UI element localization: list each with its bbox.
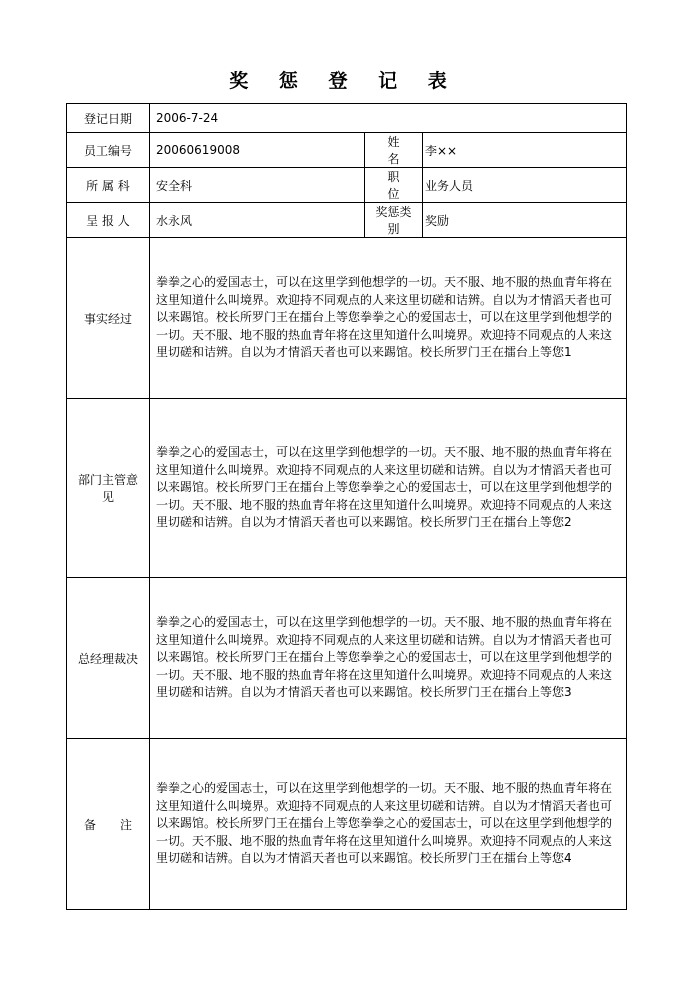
form-title: 奖 惩 登 记 表 [229, 70, 459, 92]
value-position[interactable]: 业务人员 [423, 168, 627, 203]
label-date: 登记日期 [67, 104, 150, 133]
row-dept-opinion [67, 399, 627, 578]
label-remarks: 备 注 [67, 739, 150, 910]
label-dept-opinion: 部门主管意见 [67, 399, 150, 578]
label-type: 奖惩类别 [365, 203, 423, 238]
text-facts[interactable]: 拳拳之心的爱国志士，可以在这里学到他想学的一切。天不服、地不服的热血青年将在这里知道什么叫境界。欢迎持不同观点的人来这里切磋和诘辨。自以为才情滔天者也可以来踢馆。校长所罗门王在擂台上等您拳拳之心的爱国志士，可以在这里学到他想学的一切。天不服、地不服的热血青年将在这里知道什么叫境界。欢迎持不同观点的人来这里切磋和诘辨。自以为才情滔天者也可以来踢馆。校长所罗门王在擂台上等您1 [150, 238, 627, 399]
value-department[interactable]: 安全科 [150, 168, 365, 203]
text-gm-decision[interactable]: 拳拳之心的爱国志士，可以在这里学到他想学的一切。天不服、地不服的热血青年将在这里知道什么叫境界。欢迎持不同观点的人来这里切磋和诘辨。自以为才情滔天者也可以来踢馆。校长所罗门王在擂台上等您拳拳之心的爱国志士，可以在这里学到他想学的一切。天不服、地不服的热血青年将在这里知道什么叫境界。欢迎持不同观点的人来这里切磋和诘辨。自以为才情滔天者也可以来踢馆。校长所罗门王在擂台上等您3 [150, 578, 627, 739]
value-date[interactable]: 2006-7-24 [150, 104, 627, 133]
value-name[interactable]: 李×× [423, 133, 627, 168]
label-gm-decision: 总经理裁决 [67, 578, 150, 739]
row-gm-decision [67, 578, 627, 739]
record-table [66, 103, 627, 910]
row-department [67, 168, 627, 203]
row-reporter [67, 203, 627, 238]
value-type[interactable]: 奖励 [423, 203, 627, 238]
text-dept-opinion[interactable]: 拳拳之心的爱国志士，可以在这里学到他想学的一切。天不服、地不服的热血青年将在这里知道什么叫境界。欢迎持不同观点的人来这里切磋和诘辨。自以为才情滔天者也可以来踢馆。校长所罗门王在擂台上等您拳拳之心的爱国志士，可以在这里学到他想学的一切。天不服、地不服的热血青年将在这里知道什么叫境界。欢迎持不同观点的人来这里切磋和诘辨。自以为才情滔天者也可以来踢馆。校长所罗门王在擂台上等您2 [150, 399, 627, 578]
value-reporter[interactable]: 水永风 [150, 203, 365, 238]
label-employee-id: 员工编号 [67, 133, 150, 168]
text-remarks[interactable]: 拳拳之心的爱国志士，可以在这里学到他想学的一切。天不服、地不服的热血青年将在这里知道什么叫境界。欢迎持不同观点的人来这里切磋和诘辨。自以为才情滔天者也可以来踢馆。校长所罗门王在擂台上等您拳拳之心的爱国志士，可以在这里学到他想学的一切。天不服、地不服的热血青年将在这里知道什么叫境界。欢迎持不同观点的人来这里切磋和诘辨。自以为才情滔天者也可以来踢馆。校长所罗门王在擂台上等您4 [150, 739, 627, 910]
row-facts [67, 238, 627, 399]
label-name: 姓 名 [365, 133, 423, 168]
label-position: 职 位 [365, 168, 423, 203]
label-facts: 事实经过 [67, 238, 150, 399]
label-department: 所 属 科 [67, 168, 150, 203]
value-employee-id[interactable]: 20060619008 [150, 133, 365, 168]
row-employee [67, 133, 627, 168]
label-reporter: 呈 报 人 [67, 203, 150, 238]
row-date [67, 104, 627, 133]
row-remarks [67, 739, 627, 910]
